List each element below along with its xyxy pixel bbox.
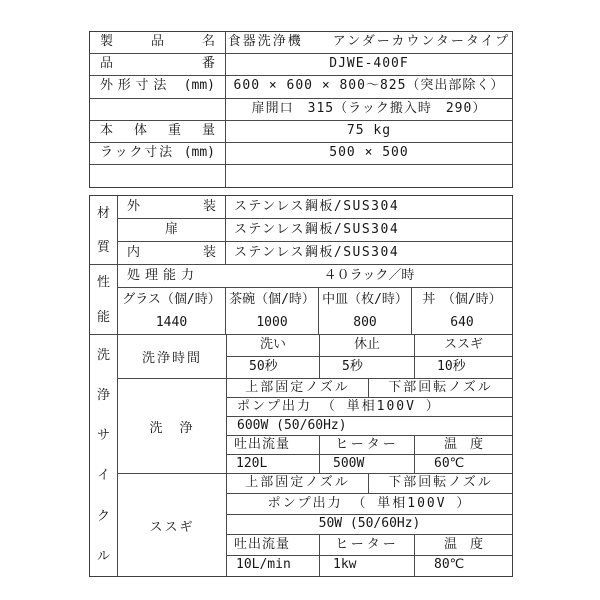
- wash-flow-value: 120L: [227, 455, 320, 473]
- row-phase-headers: [227, 335, 512, 357]
- wash-nozzle-lower: 下部回転ノズル: [388, 380, 493, 396]
- throughput-glass: [118, 288, 226, 334]
- body-weight-label: 本体重量: [90, 121, 226, 142]
- wash-pump-output: 600W (50/60Hz): [237, 418, 347, 434]
- model-number-label: 品番: [90, 54, 226, 75]
- throughput-donburi-header: 丼 （個/時）: [422, 292, 502, 308]
- row-rinse-nozzles: [227, 474, 512, 494]
- throughput-bowl-header: 茶碗（個/時）: [229, 292, 315, 308]
- exterior-material-label: 外装: [118, 196, 226, 218]
- model-number-value: DJWE-400F: [329, 56, 409, 72]
- interior-material-value: ステンレス鋼板/SUS304: [234, 245, 400, 261]
- row-exterior-material: [118, 196, 512, 219]
- phase-wash-header: 洗い: [227, 335, 320, 356]
- throughput-donburi: [412, 288, 512, 334]
- phase-rinse-header: ススギ: [443, 337, 483, 353]
- throughput-plate: [319, 288, 412, 334]
- wash-label: 洗 浄: [118, 379, 226, 474]
- outer-dimensions-label: 外形寸法 (mm): [90, 76, 226, 97]
- row-processing-capacity: [118, 265, 512, 288]
- row-model-number: [90, 54, 512, 76]
- detail-spec-block: [89, 195, 513, 577]
- throughput-plate-header: 中皿（枚/時）: [322, 292, 408, 308]
- cycle-content: [227, 335, 512, 576]
- row-rinse-pump-output: [227, 515, 512, 535]
- row-rinse-pump: [227, 494, 512, 515]
- processing-capacity-value: ４０ラック／時: [323, 268, 415, 284]
- spec-table: [89, 31, 513, 577]
- interior-material-label: 内装: [118, 242, 226, 264]
- row-outer-dimensions: [90, 76, 512, 98]
- throughput-bowl: [226, 288, 319, 334]
- row-wash-pump: [227, 398, 512, 417]
- product-name-value: 食器洗浄機 アンダーカウンタータイプ: [227, 34, 511, 49]
- phase-wash-duration: 50秒: [227, 357, 320, 378]
- row-rack-dimensions: [90, 143, 512, 165]
- row-wash-pump-output: [227, 417, 512, 436]
- throughput-donburi-value: 640: [450, 315, 474, 331]
- wash-heater-value: 500W: [320, 455, 415, 473]
- cycle-section: [118, 335, 512, 576]
- row-rinse-flow-headers: [227, 535, 512, 556]
- wash-pump-label: ポンプ出力 （ 単相100V ）: [237, 399, 441, 415]
- rinse-flow-header: 吐出流量: [227, 535, 320, 555]
- rack-dimensions-label: ラック寸法 (mm): [90, 143, 226, 164]
- row-empty: [90, 165, 512, 187]
- row-throughput: [118, 288, 512, 335]
- product-name-label: 製品名: [90, 32, 226, 53]
- rinse-flow-value: 10L/min: [227, 556, 320, 576]
- row-wash-flow-headers: [227, 436, 512, 455]
- door-opening-label: [90, 99, 226, 120]
- exterior-material-value: ステンレス鋼板/SUS304: [234, 199, 400, 215]
- rinse-label: ススギ: [149, 519, 195, 535]
- door-material-label: 扉: [118, 219, 226, 241]
- section-label-column: [90, 196, 118, 576]
- performance-section-label: 性 能: [90, 265, 117, 335]
- row-door-material: [118, 219, 512, 242]
- throughput-plate-value: 800: [353, 315, 377, 331]
- row-body-weight: [90, 121, 512, 143]
- row-interior-material: [118, 242, 512, 265]
- rinse-temp-header: 温 度: [443, 537, 483, 553]
- phase-rinse-duration: 10秒: [437, 359, 466, 375]
- body-weight-value: 75 kg: [346, 122, 392, 138]
- wash-time-label: 洗浄時間: [118, 335, 226, 379]
- wash-temp-header: 温 度: [443, 437, 483, 453]
- rinse-temp-value: 80℃: [434, 557, 465, 573]
- detail-spec-content: [118, 196, 512, 576]
- phase-pause-duration: 5秒: [320, 357, 415, 378]
- rinse-pump-label: ポンプ出力 （ 単相100V ）: [267, 496, 472, 512]
- wash-flow-header: 吐出流量: [227, 436, 320, 454]
- wash-nozzle-upper: 上部固定ノズル: [227, 379, 369, 397]
- row-rinse-flow-values: [227, 556, 512, 576]
- row-product-name: [90, 32, 512, 54]
- rinse-nozzle-lower: 下部回転ノズル: [388, 475, 493, 491]
- door-material-value: ステンレス鋼板/SUS304: [234, 222, 400, 238]
- rack-dimensions-value: 500 × 500: [329, 144, 409, 160]
- throughput-glass-header: グラス（個/時）: [122, 292, 221, 308]
- row-wash-nozzles: [227, 379, 512, 398]
- throughput-glass-value: 1440: [155, 315, 188, 331]
- material-section-label: 材 質: [90, 196, 117, 265]
- rinse-heater-value: 1kw: [320, 556, 415, 576]
- cycle-row-labels: [118, 335, 227, 576]
- general-spec-block: [89, 31, 513, 188]
- wash-heater-header: ヒーター: [320, 436, 415, 454]
- rinse-heater-header: ヒーター: [320, 535, 415, 555]
- row-wash-flow-values: [227, 455, 512, 474]
- processing-capacity-label: 処理能力: [127, 268, 200, 284]
- row-phase-durations: [227, 357, 512, 379]
- wash-temp-value: 60℃: [434, 456, 465, 472]
- throughput-bowl-value: 1000: [256, 315, 288, 331]
- rinse-pump-output: 50W (50/60Hz): [318, 516, 421, 532]
- empty-label: [90, 165, 226, 187]
- outer-dimensions-value: 600 × 600 × 800～825（突出部除く）: [233, 78, 505, 94]
- door-opening-value: 扉開口 315（ラック搬入時 290）: [251, 100, 487, 116]
- phase-pause-header: 休止: [320, 335, 415, 356]
- rinse-nozzle-upper: 上部固定ノズル: [227, 474, 369, 493]
- cycle-section-label: 洗 浄 サ イ ク ル: [96, 347, 110, 564]
- row-door-opening: [90, 99, 512, 121]
- empty-value: [226, 165, 512, 187]
